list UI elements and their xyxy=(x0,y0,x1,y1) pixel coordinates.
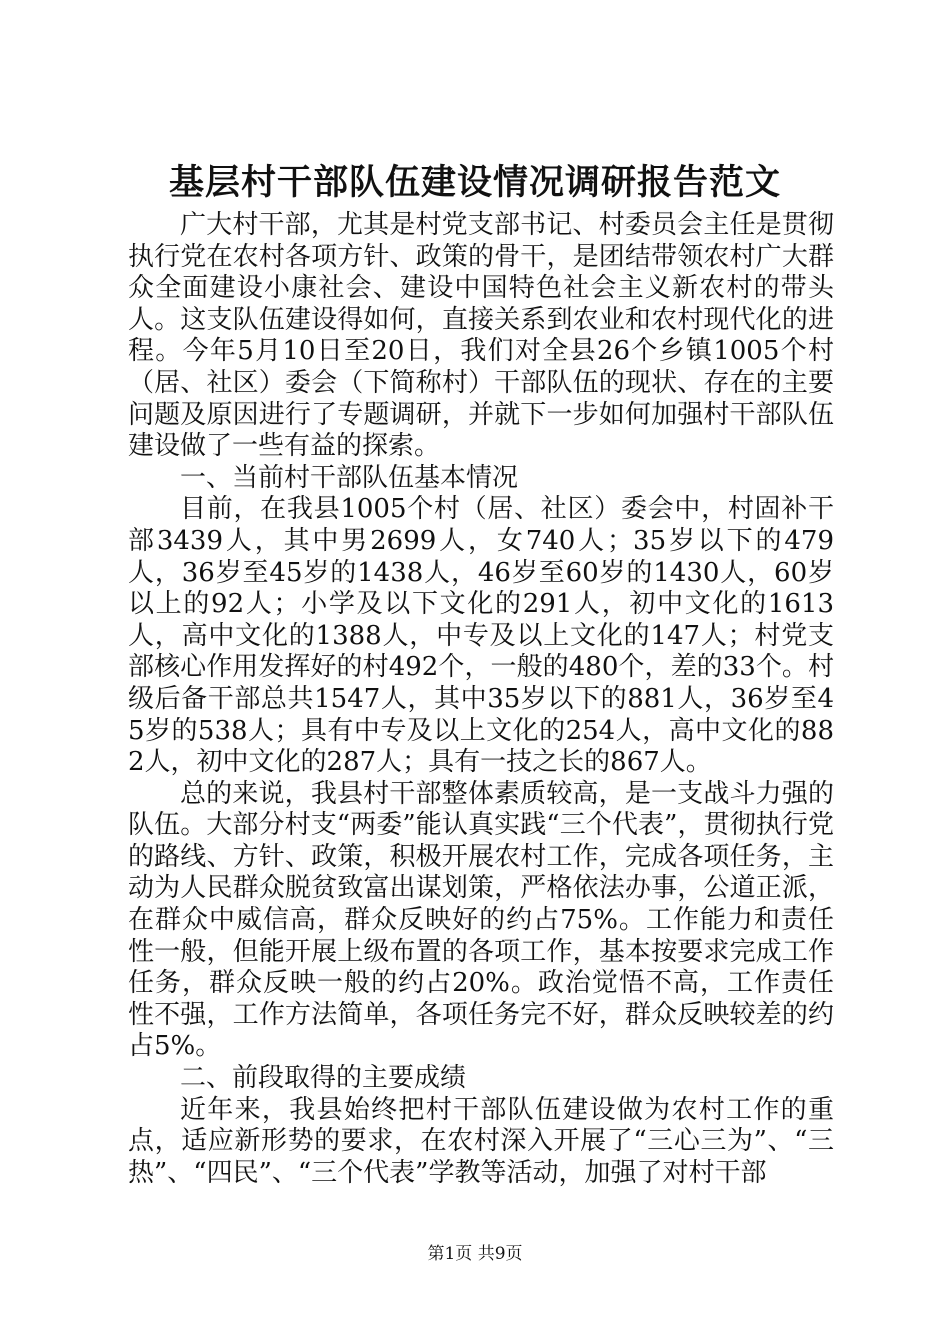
page-footer: 第1页 共9页 xyxy=(427,1244,523,1264)
paragraph-intro: 广大村干部，尤其是村党支部书记、村委员会主任是贯彻执行党在农村各项方针、政策的骨干，是团结带领农村广大群众全面建设小康社会、建设中国特色社会主义新农村的带头人。这支队伍建设得如何，直接关系到农业和农村现代化的进程。今年5月10日至20日，我们对全县26个乡镇1005个村（居、社区）委会（下简称村）干部队伍的现状、存在的主要问题及原因进行了专题调研，并就下一步如何加强村干部队伍建设做了一些有益的探索。 xyxy=(128,210,834,462)
document-title: 基层村干部队伍建设情况调研报告范文 xyxy=(168,162,781,203)
paragraph-achievements: 近年来，我县始终把村干部队伍建设做为农村工作的重点，适应新形势的要求，在农村深入开展了“三心三为”、“三热”、“四民”、“三个代表”学教等活动，加强了对村干部 xyxy=(128,1094,834,1188)
paragraph-statistics: 目前，在我县1005个村（居、社区）委会中，村固补干部3439人，其中男2699人，女740人；35岁以下的479人，36岁至45岁的1438人，46岁至60岁的1430人，60岁以上的92人；小学及以下文化的291人，初中文化的1613人，高中文化的1388人，中专及以上文化的147人；村党支部核心作用发挥好的村492个，一般的480个，差的33个。村级后备干部总共1547人，其中35岁以下的881人，36岁至45岁的538人；具有中专及以上文化的254人，高中文化的882人，初中文化的287人；具有一技之长的867人。 xyxy=(128,494,834,778)
document-body xyxy=(128,210,834,1189)
section-heading-2: 二、前段取得的主要成绩 xyxy=(180,1063,467,1094)
paragraph-summary: 总的来说，我县村干部整体素质较高，是一支战斗力强的队伍。大部分村支“两委”能认真实践“三个代表”，贯彻执行党的路线、方针、政策，积极开展农村工作，完成各项任务，主动为人民群众脱贫致富出谋划策，严格依法办事，公道正派，在群众中威信高，群众反映好的约占75%。工作能力和责任性一般，但能开展上级布置的各项工作，基本按要求完成工作任务，群众反映一般的约占20%。政治觉悟不高，工作责任性不强，工作方法简单，各项任务完不好，群众反映较差的约占5%。 xyxy=(128,778,834,1062)
section-heading-1: 一、当前村干部队伍基本情况 xyxy=(180,462,519,493)
